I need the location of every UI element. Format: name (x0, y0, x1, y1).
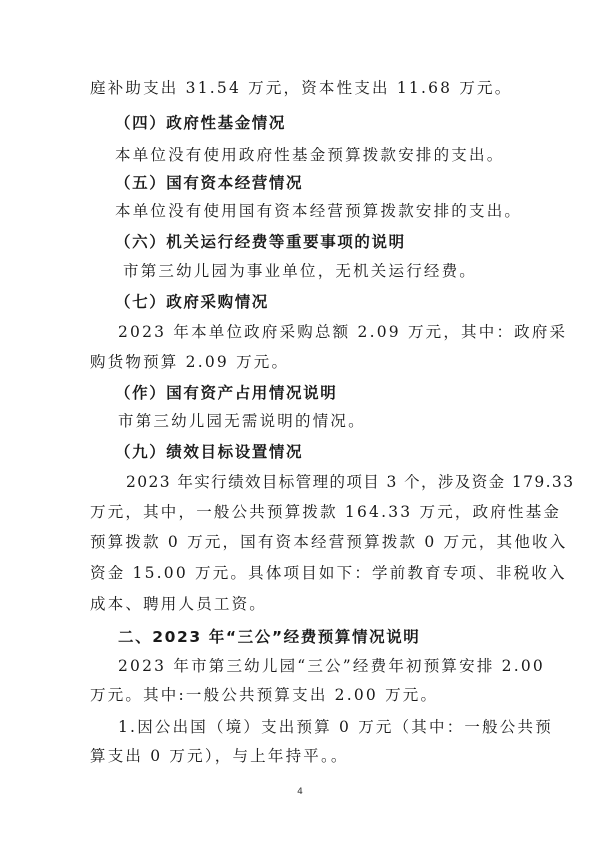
section-heading: （九）绩效目标设置情况 (115, 443, 304, 461)
body-text-line: 市第三幼儿园为事业单位，无机关运行经费。 (123, 262, 478, 280)
body-text-line: 本单位没有使用政府性基金预算拨款安排的支出。 (115, 146, 505, 164)
body-text-line: 算支出 0 万元），与上年持平。。 (90, 747, 349, 765)
section-heading: （七）政府采购情况 (115, 293, 269, 311)
body-text-line: 庭补助支出 31.54 万元，资本性支出 11.68 万元。 (90, 79, 513, 97)
body-text-line: 2023 年本单位政府采购总额 2.09 万元，其中：政府采 (118, 323, 568, 341)
body-text-line: 万元。其中:一般公共预算支出 2.00 万元。 (90, 686, 439, 704)
body-text-line: 资金 15.00 万元。具体项目如下：学前教育专项、非税收入 (90, 564, 567, 582)
section-heading: 二、2023 年“三公”经费预算情况说明 (118, 628, 421, 646)
body-text-line: 预算拨款 0 万元，国有资本经营预算拨款 0 万元，其他收入 (90, 533, 568, 551)
body-text-line: 1.因公出国（境）支出预算 0 万元（其中：一般公共预 (118, 718, 553, 736)
body-text-line: 2023 年市第三幼儿园“三公”经费年初预算安排 2.00 (118, 657, 545, 675)
section-heading: （作）国有资产占用情况说明 (115, 384, 338, 402)
body-text-line: 购货物预算 2.09 万元。 (90, 353, 290, 371)
body-text-line: 本单位没有使用国有资本经营预算拨款安排的支出。 (115, 202, 523, 220)
body-text-line: 市第三幼儿园无需说明的情况。 (118, 412, 366, 430)
page-number: 4 (297, 787, 303, 797)
section-heading: （六）机关运行经费等重要事项的说明 (115, 233, 406, 251)
section-heading: （四）政府性基金情况 (115, 114, 287, 132)
body-text-line: 成本、聘用人员工资。 (90, 595, 268, 613)
body-text-line: 万元，其中，一般公共预算拨款 164.33 万元，政府性基金 (90, 503, 562, 521)
section-heading: （五）国有资本经营情况 (115, 174, 304, 192)
body-text-line: 2023 年实行绩效目标管理的项目 3 个，涉及资金 179.33 (126, 473, 575, 491)
